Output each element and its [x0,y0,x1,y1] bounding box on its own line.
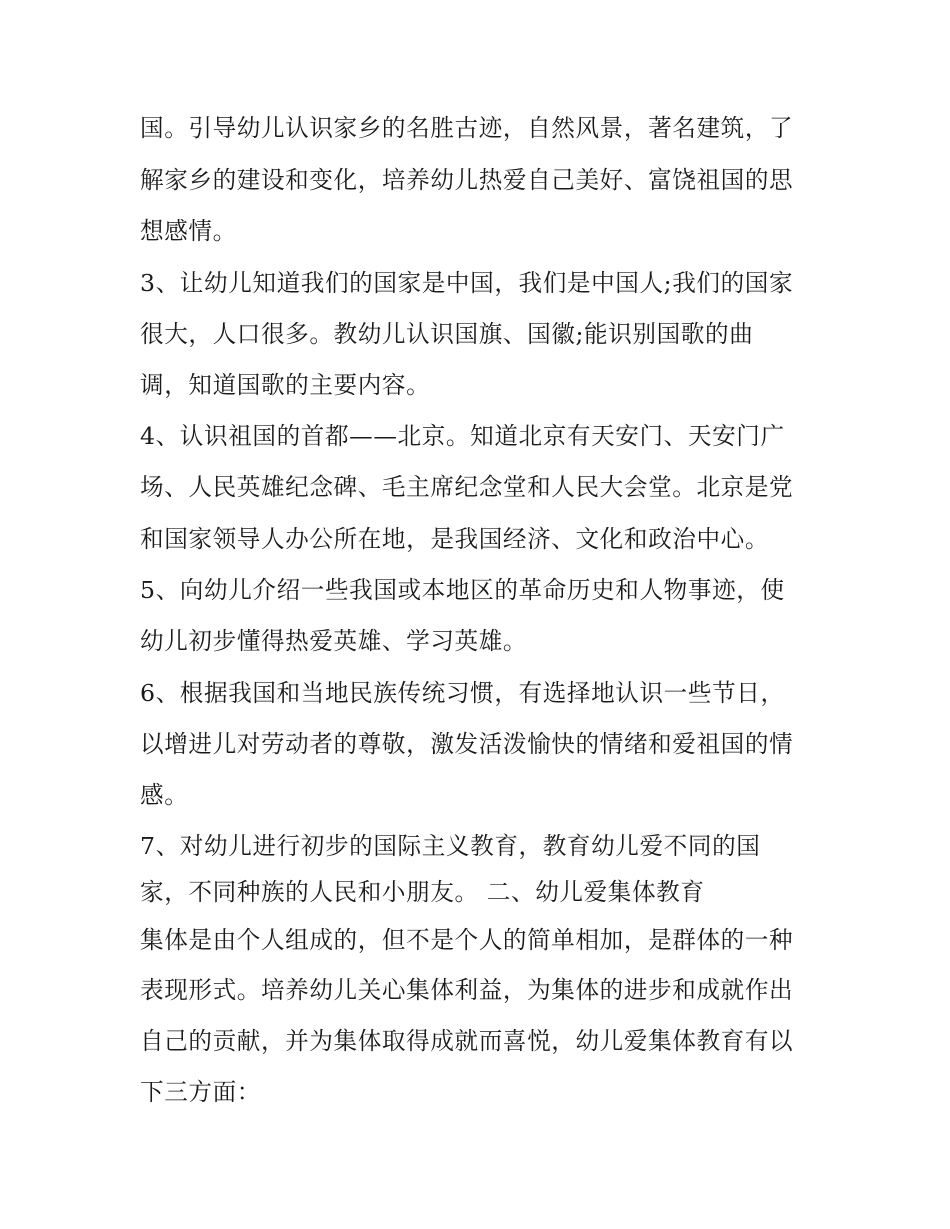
text-line: 3、让幼儿知道我们的国家是中国，我们是中国人;我们的国家 [140,269,794,297]
text-line: 场、人民英雄纪念碑、毛主席纪念堂和人民大会堂。北京是党 [140,473,794,501]
text-line: 感。 [140,781,189,809]
text-line: 自己的贡献，并为集体取得成就而喜悦，幼儿爱集体教育有以 [140,1027,794,1055]
text-line: 想感情。 [140,217,237,245]
text-line: 7、对幼儿进行初步的国际主义教育，教育幼儿爱不同的国 [140,832,761,860]
text-line: 家，不同种族的人民和小朋友。 二、幼儿爱集体教育 [140,878,705,906]
text-line: 6、根据我国和当地民族传统习惯，有选择地认识一些节日， [140,679,785,707]
text-line: 集体是由个人组成的，但不是个人的简单相加，是群体的一种 [140,926,794,954]
text-line: 很大，人口很多。教幼儿认识国旗、国徽;能识别国歌的曲 [140,320,754,348]
text-line: 幼儿初步懂得热爱英雄、学习英雄。 [140,627,528,655]
text-line: 国。引导幼儿认识家乡的名胜古迹，自然风景，著名建筑，了 [140,114,794,142]
text-line: 表现形式。培养幼儿关心集体利益，为集体的进步和成就作出 [140,976,794,1004]
text-line: 5、向幼儿介绍一些我国或本地区的革命历史和人物事迹，使 [140,576,785,604]
text-line: 和国家领导人办公所在地，是我国经济、文化和政治中心。 [140,525,770,553]
text-line: 4、认识祖国的首都——北京。知道北京有天安门、天安门广 [140,422,785,450]
text-line: 解家乡的建设和变化，培养幼儿热爱自己美好、富饶祖国的思 [140,166,794,194]
text-line: 调，知道国歌的主要内容。 [140,371,431,399]
text-line: 以增进儿对劳动者的尊敬，激发活泼愉快的情绪和爱祖国的情 [140,730,794,758]
text-line: 下三方面： [140,1078,261,1106]
